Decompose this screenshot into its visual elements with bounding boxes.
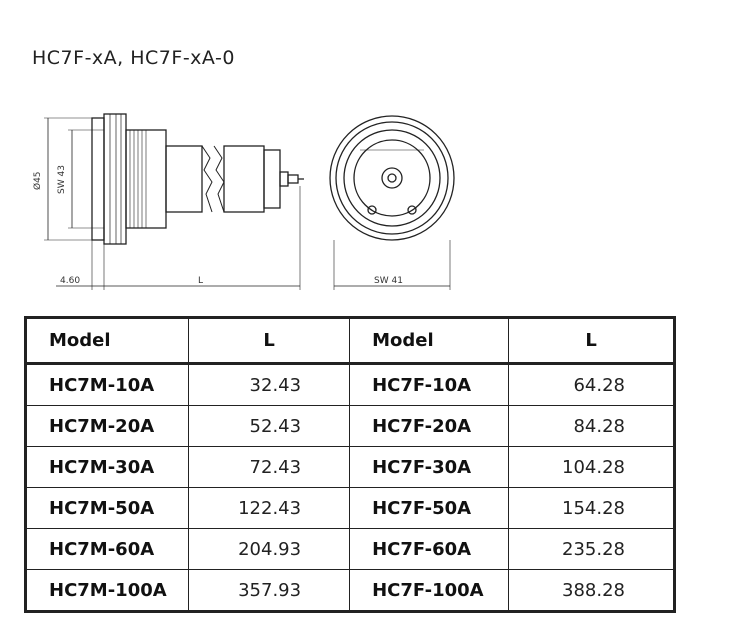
model-cell: HC7M-60A — [26, 529, 189, 570]
model-cell: HC7F-20A — [350, 406, 509, 447]
length-cell: 104.28 — [509, 447, 675, 488]
table-row — [26, 364, 675, 406]
model-cell: HC7M-30A — [26, 447, 189, 488]
table-row — [26, 406, 675, 447]
header-model-right: Model — [350, 318, 509, 364]
length-cell: 388.28 — [509, 570, 675, 612]
table-header-row — [26, 318, 675, 364]
model-cell: HC7M-100A — [26, 570, 189, 612]
model-cell: HC7F-50A — [350, 488, 509, 529]
table-row — [26, 570, 675, 612]
length-cell: 64.28 — [509, 364, 675, 406]
length-cell: 32.43 — [189, 364, 350, 406]
dim-sw-side-label: SW 43 — [57, 165, 67, 194]
table-row — [26, 529, 675, 570]
length-cell: 52.43 — [189, 406, 350, 447]
length-cell: 154.28 — [509, 488, 675, 529]
technical-drawing — [0, 0, 750, 310]
length-cell: 72.43 — [189, 447, 350, 488]
length-cell: 235.28 — [509, 529, 675, 570]
model-cell: HC7F-30A — [350, 447, 509, 488]
length-cell: 84.28 — [509, 406, 675, 447]
dim-sw-front-label: SW 41 — [374, 276, 403, 286]
model-length-table — [24, 316, 676, 613]
table-row — [26, 488, 675, 529]
table-row — [26, 447, 675, 488]
product-title: HC7F-xA, HC7F-xA-0 — [32, 47, 235, 69]
dim-diameter-label: Ø45 — [33, 171, 43, 190]
header-model-left: Model — [26, 318, 189, 364]
header-length-right: L — [509, 318, 675, 364]
model-cell: HC7M-20A — [26, 406, 189, 447]
model-cell: HC7F-60A — [350, 529, 509, 570]
model-cell: HC7F-100A — [350, 570, 509, 612]
length-cell: 357.93 — [189, 570, 350, 612]
model-cell: HC7F-10A — [350, 364, 509, 406]
model-cell: HC7M-50A — [26, 488, 189, 529]
length-cell: 204.93 — [189, 529, 350, 570]
length-cell: 122.43 — [189, 488, 350, 529]
model-cell: HC7M-10A — [26, 364, 189, 406]
dim-offset-label: 4.60 — [60, 276, 81, 286]
dim-length-label: L — [198, 276, 204, 286]
header-length-left: L — [189, 318, 350, 364]
